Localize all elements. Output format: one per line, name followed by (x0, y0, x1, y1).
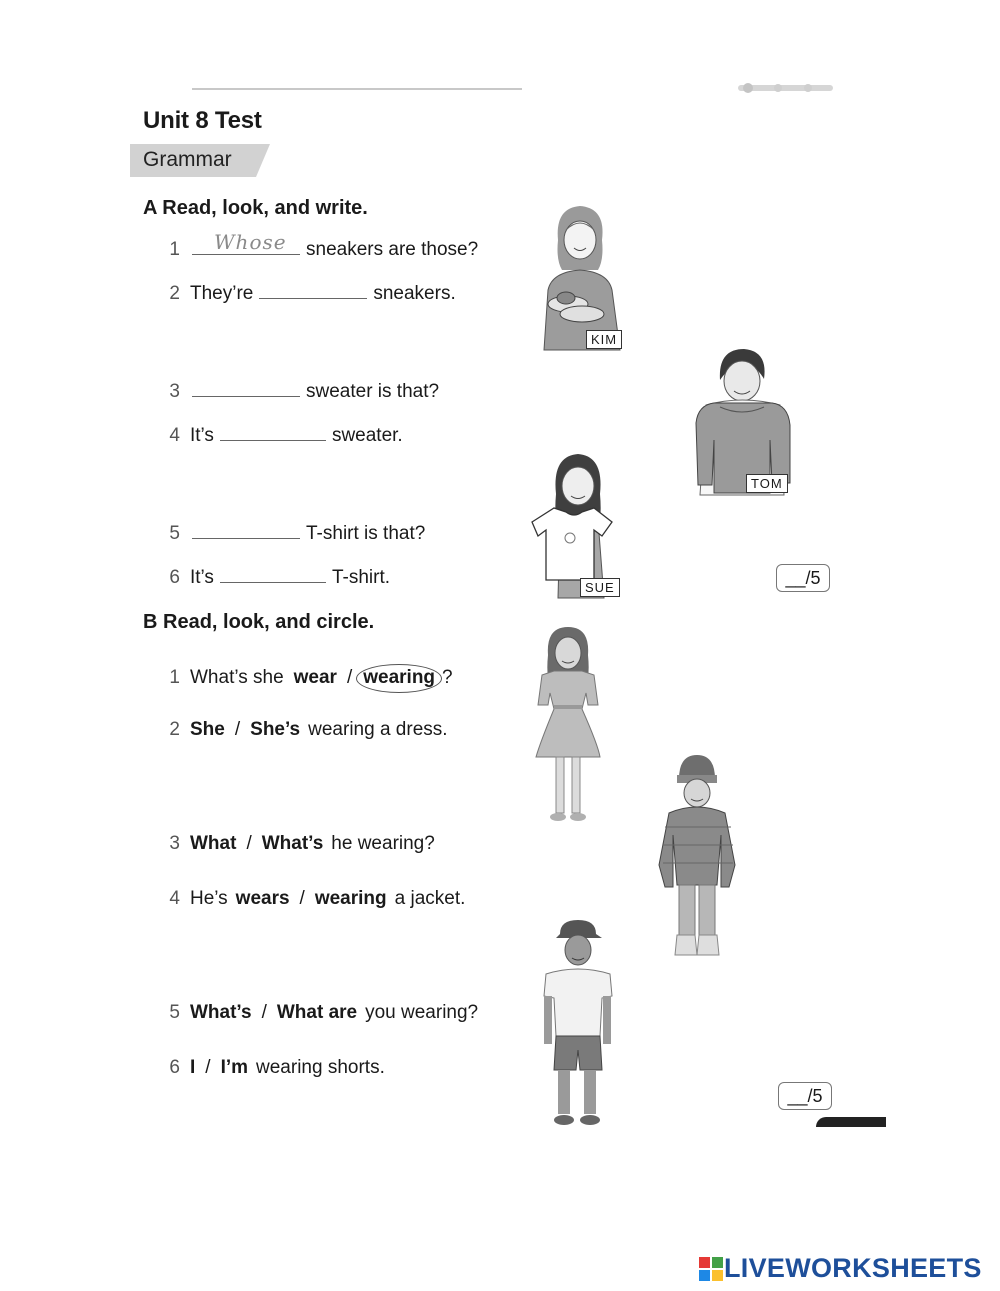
item-number: 4 (169, 425, 180, 446)
boy-shorts-illustration-icon (540, 920, 615, 1128)
b5-option-1[interactable]: What’s (190, 1002, 252, 1023)
grammar-label: Grammar (143, 148, 232, 171)
girl-dress-illustration-icon (528, 625, 608, 825)
a3-text: sweater is that? (306, 381, 440, 402)
a1-answer: Whose (214, 230, 287, 254)
slash: / (299, 888, 305, 909)
b-item-4 (160, 888, 465, 910)
b2-suffix: wearing a dress. (308, 719, 448, 740)
slash: / (205, 1057, 211, 1078)
b2-option-1[interactable]: She (190, 719, 225, 740)
header-rule (192, 88, 522, 90)
boy-jacket-illustration-icon (655, 755, 740, 960)
b1-prefix: What’s she (190, 667, 284, 688)
b6-suffix: wearing shorts. (256, 1057, 385, 1078)
a-item-2 (160, 280, 456, 305)
liveworksheets-logo (698, 1253, 982, 1284)
a4-prefix: It’s (190, 425, 214, 446)
section-b-heading: B Read, look, and circle. (143, 611, 375, 633)
b-item-2 (160, 719, 448, 741)
b3-suffix: he wearing? (331, 833, 435, 854)
liveworksheets-blocks-icon (698, 1256, 724, 1282)
a-item-3 (160, 378, 439, 403)
a4-text: sweater. (331, 425, 403, 446)
section-a-heading: A Read, look, and write. (143, 197, 368, 219)
name-tag-sue: SUE (580, 578, 620, 597)
a2-prefix: They’re (190, 283, 254, 304)
b5-option-2[interactable]: What are (276, 1002, 358, 1023)
b-item-6 (160, 1057, 385, 1079)
name-tag-kim: KIM (586, 330, 622, 349)
b3-option-2[interactable]: What’s (261, 833, 324, 854)
a6-text: T-shirt. (331, 567, 390, 588)
b5-suffix: you wearing? (365, 1002, 479, 1023)
item-number: 6 (169, 1057, 180, 1078)
slash: / (261, 1002, 267, 1023)
item-number: 4 (169, 888, 180, 909)
b4-suffix: a jacket. (394, 888, 466, 909)
a5-answer-blank[interactable] (192, 520, 300, 539)
a4-answer-blank[interactable] (220, 422, 326, 441)
item-number: 6 (169, 567, 180, 588)
a2-text: sneakers. (373, 283, 456, 304)
a2-answer-blank[interactable] (259, 280, 367, 299)
b3-option-1[interactable]: What (190, 833, 237, 854)
b6-option-1[interactable]: I (190, 1057, 196, 1078)
section-a-score-box: __/5 (776, 564, 830, 592)
b-item-3 (160, 833, 435, 855)
a-item-4 (160, 422, 403, 447)
name-tag-tom: TOM (746, 474, 788, 493)
a-item-5 (160, 520, 425, 545)
b-item-1 (160, 664, 453, 693)
a1-answer-blank[interactable] (192, 230, 300, 255)
item-number: 1 (169, 667, 180, 688)
page-corner-bar (816, 1117, 886, 1127)
liveworksheets-brand: LIVEWORKSHEETS (724, 1253, 982, 1283)
b4-option-2[interactable]: wearing (314, 888, 387, 909)
page-title: Unit 8 Test (143, 107, 262, 134)
item-number: 2 (169, 283, 180, 304)
a6-answer-blank[interactable] (220, 564, 326, 583)
a-item-1 (160, 230, 479, 261)
item-number: 2 (169, 719, 180, 740)
a-item-6 (160, 564, 390, 589)
item-number: 3 (169, 381, 180, 402)
b4-prefix: He’s (190, 888, 228, 909)
b2-option-2[interactable]: She’s (250, 719, 301, 740)
publisher-logo-icon (738, 82, 833, 94)
b1-suffix: ? (442, 667, 453, 688)
item-number: 5 (169, 1002, 180, 1023)
slash: / (234, 719, 241, 740)
slash: / (246, 833, 252, 854)
b1-option-2[interactable]: wearing (356, 664, 442, 693)
a6-prefix: It’s (190, 567, 214, 588)
a3-answer-blank[interactable] (192, 378, 300, 397)
grammar-section-tab (130, 144, 270, 177)
b6-option-2[interactable]: I’m (220, 1057, 249, 1078)
section-b-score-box: __/5 (778, 1082, 832, 1110)
item-number: 3 (169, 833, 180, 854)
item-number: 1 (169, 239, 180, 260)
item-number: 5 (169, 523, 180, 544)
slash: / (346, 667, 353, 688)
a5-text: T-shirt is that? (306, 523, 426, 544)
b4-option-1[interactable]: wears (235, 888, 290, 909)
a1-text: sneakers are those? (306, 239, 479, 260)
b-item-5 (160, 1002, 478, 1024)
b1-option-1[interactable]: wear (293, 667, 337, 688)
